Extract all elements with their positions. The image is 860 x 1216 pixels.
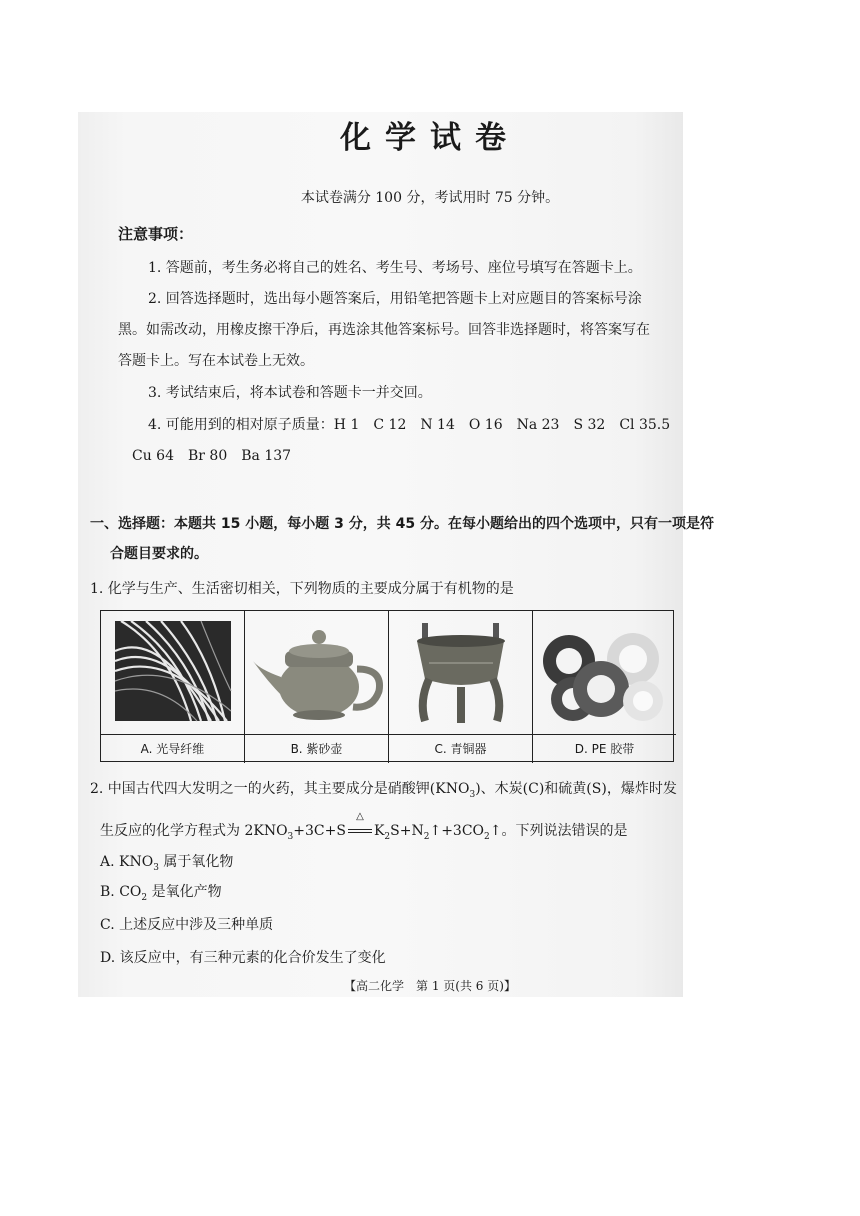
note-4-line-2: Cu 64 Br 80 Ba 137 — [132, 448, 292, 464]
note-2-line-2: 黑。如需改动，用橡皮擦干净后，再选涂其他答案标号。回答非选择题时，将答案写在 — [118, 322, 650, 338]
question-2-option-a: A. $KNO_3$ 属于氧化物 — [100, 854, 234, 873]
pe-tape-image — [533, 611, 676, 734]
question-1-stem: 1. 化学与生产、生活密切相关，下列物质的主要成分属于有机物的是 — [90, 581, 514, 597]
exam-subtitle: 本试卷满分 100 分，考试用时 75 分钟。 — [300, 190, 560, 206]
note-4-line-1: 4. 可能用到的相对原子质量：H 1 C 12 N 14 O 16 Na 23 S 32 Cl 35.5 — [148, 417, 671, 433]
question-1-image-table — [100, 610, 674, 762]
option-c-caption: C. 青铜器 — [389, 734, 533, 763]
note-2-line-1: 2. 回答选择题时，选出每小题答案后，用铅笔把答题卡上对应题目的答案标号涂 — [148, 291, 642, 307]
option-a-caption: A. 光导纤维 — [101, 734, 245, 763]
page-title: 化学试卷 — [340, 120, 520, 156]
optical-fiber-image — [101, 611, 245, 734]
note-3: 3. 考试结束后，将本试卷和答题卡一并交回。 — [148, 385, 432, 401]
notes-heading: 注意事项： — [118, 225, 194, 243]
teapot-image — [245, 611, 389, 734]
question-2-option-b: B. $CO_2$ 是氧化产物 — [100, 884, 222, 903]
page-footer: 【高二化学 第 1 页(共 6 页)】 — [344, 979, 516, 993]
question-2-option-d: D. 该反应中，有三种元素的化合价发生了变化 — [100, 950, 386, 966]
note-1: 1. 答题前，考生务必将自己的姓名、考生号、考场号、座位号填写在答题卡上。 — [148, 260, 642, 276]
question-2-stem-line-1: 2. 中国古代四大发明之一的火药，其主要成分是硝酸钾$(KNO_3)$、木炭(C)和硫黄(S)，爆炸时发 — [90, 781, 677, 800]
option-d-caption: D. PE 胶带 — [533, 734, 676, 763]
reaction-condition: △ — [346, 823, 374, 839]
note-2-line-3: 答题卡上。写在本试卷上无效。 — [118, 353, 314, 369]
question-2-option-c: C. 上述反应中涉及三种单质 — [100, 917, 274, 933]
option-b-caption: B. 紫砂壶 — [245, 734, 389, 763]
bronze-vessel-image — [389, 611, 533, 734]
question-2-stem-line-2: 生反应的化学方程式为 $2KNO_3+3C+S$ △ $K_2S+N_2↑+3CO_2↑$。下列说法错误的是 — [100, 811, 628, 842]
section-1-heading-line-1: 一、选择题：本题共 15 小题，每小题 3 分，共 45 分。在每小题给出的四个选项中，只有一项是符 — [90, 516, 714, 532]
section-1-heading-line-2: 合题目要求的。 — [110, 546, 208, 562]
